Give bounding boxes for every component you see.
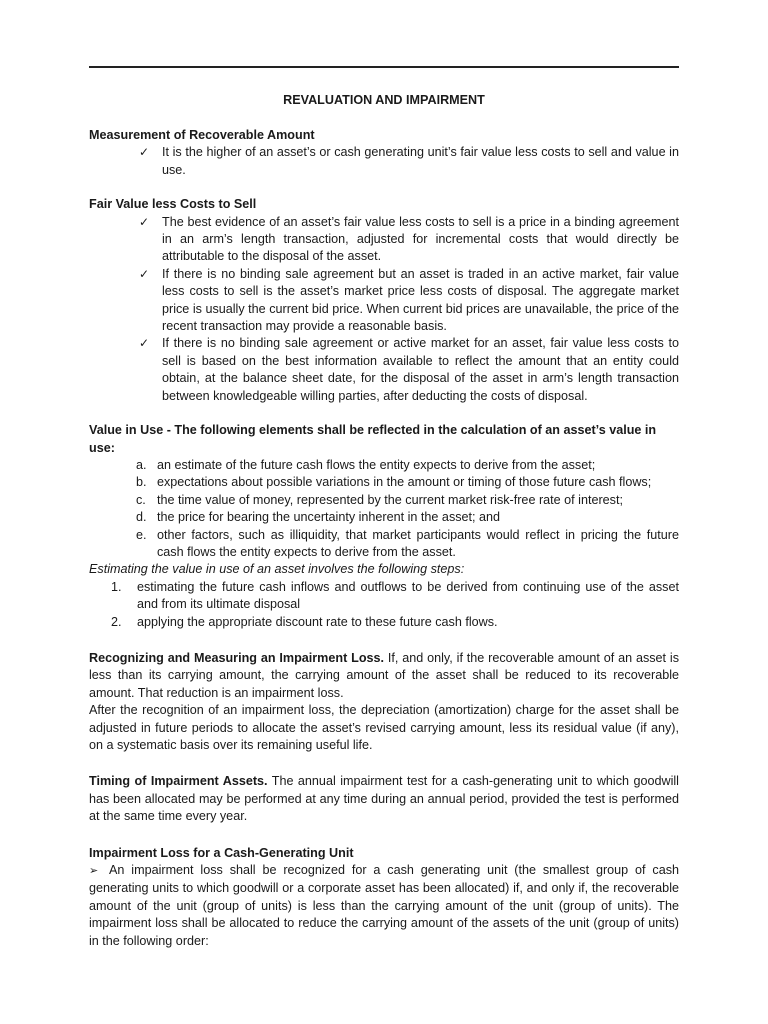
heading-cgu: Impairment Loss for a Cash-Generating Unit bbox=[89, 845, 354, 860]
check-icon: ✓ bbox=[139, 214, 150, 229]
list-item: 1. estimating the future cash inflows and outflows to be derived from continuing use of the asset and from its ultimate disposal bbox=[111, 579, 679, 612]
heading-recoverable-amount: Measurement of Recoverable Amount bbox=[89, 128, 315, 142]
check-icon: ✓ bbox=[139, 266, 150, 281]
timing-paragraph: Timing of Impairment Assets. The annual impairment test for a cash-generating unit to which goodwill has been allocated may be performed at any time during an annual period, provided the test is performed at the same time every year. bbox=[89, 774, 679, 824]
fair-value-list bbox=[89, 214, 679, 405]
header-rule bbox=[89, 66, 679, 68]
list-item: b. expectations about possible variations in the amount or timing of those future cash flows; bbox=[136, 475, 652, 490]
list-item: 2. applying the appropriate discount rate to these future cash flows. bbox=[111, 614, 498, 629]
cgu-paragraph: ➢ An impairment loss shall be recognized for a cash generating unit (the smallest group of cash generating units to which goodwill or a corporate asset has been allocated) if, and only if, the recoverable amount of the unit (group of units) is less than the carrying amount of the unit (group of units). The impairment loss shall be allocated to reduce the carrying amount of the assets of the unit (group of units) in the following order: bbox=[89, 863, 679, 948]
list-item: a. an estimate of the future cash flows the entity expects to derive from the asset; bbox=[136, 457, 596, 472]
document-title: REVALUATION AND IMPAIRMENT bbox=[283, 93, 485, 107]
steps-intro: Estimating the value in use of an asset involves the following steps: bbox=[89, 562, 465, 577]
heading-timing: Timing of Impairment Assets. bbox=[89, 774, 268, 789]
check-icon: ✓ bbox=[139, 145, 150, 160]
recognizing-paragraph: Recognizing and Measuring an Impairment Loss. If, and only, if the recoverable amount of an asset is less than its carrying amount, the carrying amount of the asset shall be reduced to its recoverable amount. That reduction is an impairment loss. bbox=[89, 650, 679, 700]
list-item: c. the time value of money, represented by the current market risk-free rate of interest; bbox=[136, 492, 623, 507]
value-in-use-steps bbox=[89, 579, 679, 631]
list-item: ✓ If there is no binding sale agreement or active market for an asset, fair value less costs to sell is based on the best information available to reflect the amount that an entity could obtain, at the balance sheet date, for the disposal of the asset in arm’s length transaction between knowledgeable willing parties, after deducting the costs of disposal. bbox=[139, 336, 679, 403]
check-icon: ✓ bbox=[139, 336, 150, 351]
list-item: e. other factors, such as illiquidity, that market participants would reflect in pricing the future cash flows the entity expects to derive from the asset. bbox=[136, 527, 679, 559]
heading-fair-value: Fair Value less Costs to Sell bbox=[89, 197, 257, 212]
depreciation-paragraph: After the recognition of an impairment loss, the depreciation (amortization) charge for the asset shall be adjusted in future periods to allocate the asset’s revised carrying amount, less its residual value (if any), on a systematic basis over its remaining useful life. bbox=[89, 703, 679, 752]
heading-recognizing: Recognizing and Measuring an Impairment Loss. bbox=[89, 650, 385, 665]
recoverable-list bbox=[89, 144, 679, 179]
arrow-bullet-icon: ➢ bbox=[89, 865, 99, 878]
list-item: ✓ If there is no binding sale agreement but an asset is traded in an active market, fair value less costs to sell is the asset’s market price less costs of disposal. The aggregate market price is usually the current bid price. When current bid prices are unavailable, the price of the recent transaction may provide a reasonable basis. bbox=[139, 266, 679, 334]
list-item: d. the price for bearing the uncertainty inherent in the asset; and bbox=[136, 510, 501, 525]
value-in-use-elements bbox=[89, 457, 679, 561]
heading-value-in-use: Value in Use - The following elements shall be reflected in the calculation of an asset’s value in use: bbox=[89, 423, 657, 455]
list-item: ✓ The best evidence of an asset’s fair value less costs to sell is a price in a binding agreement in an arm’s length transaction, adjusted for incremental costs that would directly be attributable to the disposal of the asset. bbox=[139, 214, 679, 264]
list-item: ✓ It is the higher of an asset’s or cash generating unit’s fair value less costs to sell and value in use. bbox=[139, 145, 679, 177]
document-body bbox=[89, 127, 679, 950]
